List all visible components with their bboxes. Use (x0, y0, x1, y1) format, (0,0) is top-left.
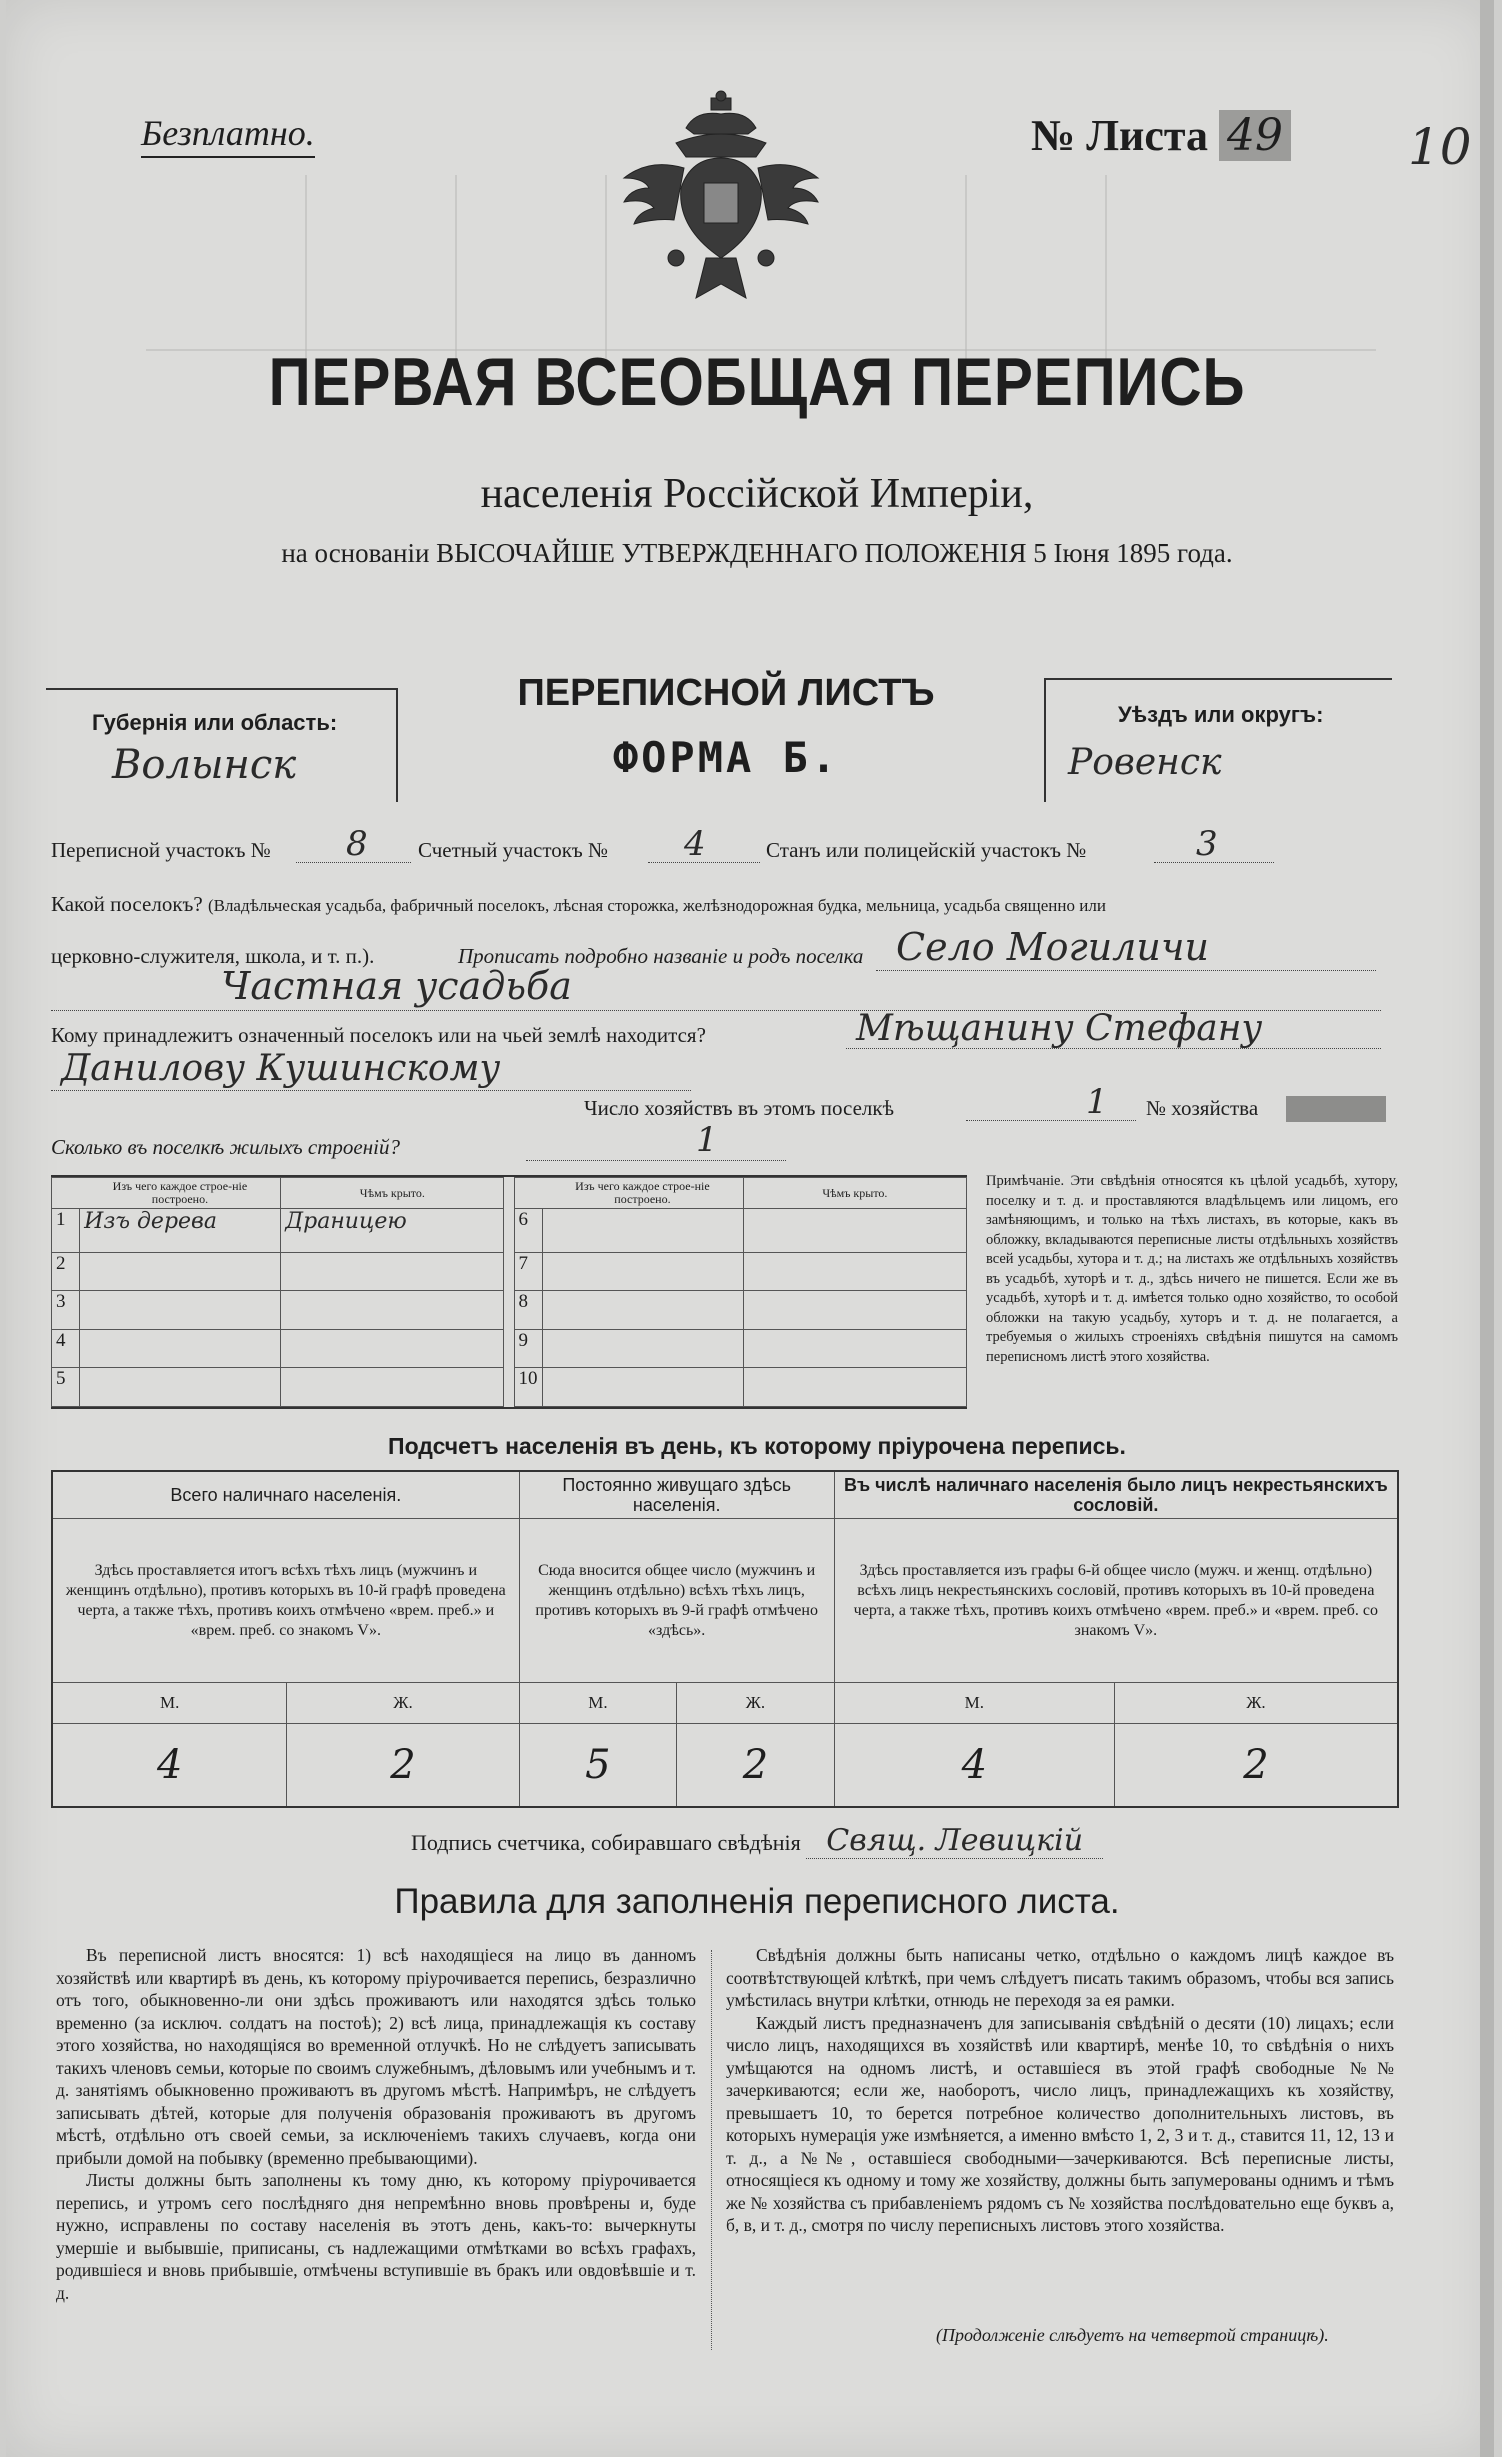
row-number: 5 (52, 1368, 80, 1407)
building-roof[interactable] (743, 1291, 966, 1330)
households-line (966, 1120, 1136, 1121)
male-label: М. (519, 1682, 677, 1723)
building-material[interactable] (542, 1209, 743, 1253)
total-male-value[interactable]: 4 (52, 1723, 287, 1807)
province-value[interactable]: Волынск (112, 742, 297, 788)
settlement-hint: (Владѣльческая усадьба, фабричный поселокъ, лѣсная сторожка, желѣзнодорожная будка, мельница, усадьба священно или (207, 896, 1106, 915)
rules-title: Правила для заполненія переписного листа. (394, 1882, 1120, 1921)
building-roof[interactable] (281, 1329, 504, 1368)
row-number: 2 (52, 1252, 80, 1291)
building-roof[interactable]: Драницею (281, 1209, 504, 1253)
owner-value[interactable]: Мѣщанину Стефану (856, 1008, 1263, 1049)
buildings-line (526, 1160, 786, 1161)
buildings-table (51, 1175, 967, 1409)
page-subtitle: населенія Россійской Имперіи, (480, 471, 1034, 517)
owner-line-2 (51, 1090, 691, 1091)
signature-label: Подпись счетчика, собиравшаго свѣдѣнія (410, 1830, 801, 1855)
col-desc-nonpeasant: Здѣсь проставляется изъ графы 6-й общее число (мужч. и женщ. отдѣльно) всѣхъ лицъ некрестьянскихъ сословій, противъ которыхъ въ 10-й проведена черта, а также тѣхъ, противъ коихъ отмѣчено «врем. преб.» и «врем. преб. со знакомъ V». (834, 1519, 1398, 1682)
census-sheet (6, 0, 1494, 2457)
household-no-label: № хозяйства (1146, 1096, 1259, 1120)
permanent-female-value[interactable]: 2 (677, 1723, 835, 1807)
page-title: ПЕРВАЯ ВСЕОБЩАЯ ПЕРЕПИСЬ (268, 344, 1246, 420)
households-value[interactable]: 1 (1086, 1082, 1108, 1122)
continued-note: (Продолженіе слѣдуетъ на четвертой страницѣ). (936, 2325, 1329, 2345)
rules-paragraph: Листы должны быть заполнены къ тому дню, къ которому пріурочивается перепись, и утромъ сего послѣдняго дня непремѣнно вновь провѣрены и, буде нужно, исправлены по составу населенія въ этотъ день, какъ-то: вычеркнуты умершіе и выбывшіе, приписаны, съ надлежащими отмѣтками во всѣхъ графахъ, родившіеся и вновь прибывшіе, отмѣчены вступившіе въ бракъ или овдовѣвшіе и т. д. (56, 2170, 696, 2303)
free-label: Безплатно. (141, 112, 315, 158)
row-number: 8 (514, 1291, 542, 1330)
form-title: ПЕРЕПИСНОЙ ЛИСТЪ (517, 672, 935, 714)
building-material[interactable] (80, 1252, 281, 1291)
settlement-value[interactable]: Село Могиличи (896, 925, 1209, 969)
building-roof[interactable] (743, 1209, 966, 1253)
census-area-label: Переписной участокъ № (51, 838, 271, 862)
building-material[interactable] (542, 1252, 743, 1291)
settlement-value-2[interactable]: Частная усадьба (221, 964, 572, 1008)
female-label: Ж. (287, 1682, 519, 1723)
rules-left-column (56, 1944, 696, 2304)
settlement-hint-2: церковно-служителя, школа, и т. п.). (51, 944, 375, 968)
male-label: М. (52, 1682, 287, 1723)
col-desc-permanent: Сюда вносится общее число (мужчинъ и женщинъ отдѣльно) всѣхъ тѣхъ лицъ, противъ которыхъ въ 9-й графѣ отмѣчено «здѣсь». (519, 1519, 834, 1682)
rules-paragraph: Каждый листъ предназначенъ для записыванія свѣдѣній о десяти (10) лицахъ; если число лицъ, находящихся въ хозяйствѣ или квартирѣ, менѣе 10, то свѣдѣнія о нихъ умѣщаются на одномъ листѣ, и оставшіеся въ этой графѣ свободные №№ зачеркиваются; если же, наоборотъ, число лицъ, принадлежащихъ къ хозяйству, превышаетъ 10, то берется потребное количество дополнительныхъ листовъ, въ которыхъ нумерація уже измѣняется, а именно вмѣсто 1, 2, 3 и т. д., ставится 11, 12, 13 и т. д., а №№, оставшіеся свободными—зачеркиваются. Всѣ переписные листы, относящіеся къ одному и тому же хозяйству, должны быть запумерованы однимъ и тѣмъ же № хозяйства съ прибавленіемъ рядомъ съ № хозяйства послѣдовательно еще буквъ а, б, в, и т. д., смотря по числу переписныхъ листовъ этого хозяйства. (726, 2012, 1394, 2235)
table-row (52, 1291, 967, 1330)
buildings-note: Примѣчаніе. Эти свѣдѣнія относятся къ цѣлой усадьбѣ, хутору, поселку и т. д. и проставляются владѣльцемъ или лицомъ, его замѣняющимъ, и только на тѣхъ листахъ, въ которые, какъ въ обложку, вкладываются переписные листы отдѣльныхъ хозяйствъ всей усадьбы, хутора и т. д.; на листахъ же отдѣльныхъ хозяйствъ въ усадьбѣ, хуторѣ и т. д., здѣсь ничего не пишется. Если же въ усадьбѣ, хуторѣ и т. д. имѣется только одно хозяйство, то особой обложки на такую усадьбу, хуторъ и т. д. не полагается, а требуемыя о жилыхъ строеніяхъ свѣдѣнія пишутся на самомъ переписномъ листѣ этого хозяйства. (986, 1173, 1398, 1365)
row-number: 9 (514, 1329, 542, 1368)
building-material[interactable] (80, 1291, 281, 1330)
col-what-left: Изъ чего каждое строе-ніе построено. (80, 1178, 281, 1209)
population-table (51, 1470, 1399, 1808)
building-material[interactable] (542, 1329, 743, 1368)
rules-paragraph: Въ переписной листъ вносятся: 1) всѣ находящіеся на лицо въ данномъ хозяйствѣ или квартирѣ въ день, къ которому пріурочивается перепись, безразлично отъ того, обыкновенно-ли они здѣсь проживаютъ или находятся здѣсь только временно (за исключ. солдатъ на постоѣ); 2) всѣ лица, принадлежащія къ составу этого хозяйства, но находящіяся во временной отлучкѣ. Но не слѣдуетъ записывать такихъ членовъ семьи, которые по своимъ служебнымъ, дѣловымъ или учебнымъ и т. д. занятіямъ обыкновенно проживаютъ въ другомъ мѣстѣ. Напримѣръ, не слѣдуетъ записывать дѣтей, которые для полученія образованія проживаютъ въ другомъ мѣстѣ, отдѣльно отъ своей семьи, за исключеніемъ такихъ случаевъ, когда они прибыли домой на побывку (временно пребывающими). (56, 1945, 696, 2168)
male-label: М. (834, 1682, 1114, 1723)
table-row (52, 1368, 967, 1407)
sheet-number (1031, 110, 1291, 161)
building-roof[interactable] (743, 1252, 966, 1291)
nonpeasant-male-value[interactable]: 4 (834, 1723, 1114, 1807)
settlement-question-label: Какой поселокъ? (51, 892, 203, 916)
nonpeasant-female-value[interactable]: 2 (1114, 1723, 1398, 1807)
settlement-instruction: Прописать подробно названіе и родъ поселка (458, 944, 864, 968)
row-number: 1 (52, 1209, 80, 1253)
col-desc-total: Здѣсь проставляется итогъ всѣхъ тѣхъ лицъ (мужчинъ и женщинъ отдѣльно), противъ которыхъ въ 10-й графѣ проведена черта, а также тѣхъ, противъ коихъ отмѣчено «врем. преб.» и «врем. преб. со знакомъ V». (52, 1519, 519, 1682)
police-area-label: Станъ или полицейскій участокъ № (766, 838, 1087, 862)
row-number: 4 (52, 1329, 80, 1368)
col-roof-left: Чѣмъ крыто. (281, 1178, 504, 1209)
bleed-through-lines (146, 175, 1376, 365)
building-material[interactable]: Изъ дерева (80, 1209, 281, 1253)
police-area-value[interactable]: 3 (1196, 824, 1218, 864)
building-roof[interactable] (743, 1329, 966, 1368)
households-label: Число хозяйствъ въ этомъ поселкѣ (584, 1096, 894, 1120)
building-roof[interactable] (281, 1291, 504, 1330)
building-material[interactable] (80, 1329, 281, 1368)
column-divider (711, 1950, 713, 2350)
household-no-smudge (1286, 1096, 1386, 1122)
rules-right-column (726, 1944, 1394, 2237)
col-head-permanent: Постоянно живущаго здѣсь населенія. (519, 1471, 834, 1519)
col-roof-right: Чѣмъ крыто. (743, 1178, 966, 1209)
female-label: Ж. (677, 1682, 835, 1723)
buildings-label: Сколько въ поселкѣ жилыхъ строеній? (51, 1135, 400, 1159)
table-row (52, 1252, 967, 1291)
row-number: 10 (514, 1368, 542, 1407)
count-area-value[interactable]: 4 (684, 824, 706, 864)
signature-value[interactable]: Свящ. Левицкій (806, 1823, 1103, 1859)
female-label: Ж. (1114, 1682, 1398, 1723)
row-number: 6 (514, 1209, 542, 1253)
sheet-number-label: № Листа (1031, 111, 1209, 160)
province-label: Губернія или область: (92, 710, 338, 735)
table-row (52, 1329, 967, 1368)
building-roof[interactable] (281, 1368, 504, 1407)
legal-basis: на основаніи ВЫСОЧАЙШЕ УТВЕРЖДЕННАГО ПОЛОЖЕНІЯ 5 Іюня 1895 года. (281, 538, 1233, 568)
table-row (52, 1209, 967, 1253)
owner-value-2[interactable]: Данилову Кушинскому (61, 1048, 501, 1089)
count-area-label: Счетный участокъ № (418, 838, 609, 862)
building-material[interactable] (80, 1368, 281, 1407)
row-number: 7 (514, 1252, 542, 1291)
row-number: 3 (52, 1291, 80, 1330)
bleed-through-texture (146, 175, 1376, 365)
enumerator-signature (6, 1823, 1502, 1858)
population-title: Подсчетъ населенія въ день, къ которому пріурочена перепись. (388, 1433, 1126, 1459)
binding-edge (1480, 0, 1494, 2457)
province-box (46, 688, 398, 802)
census-area-value[interactable]: 8 (346, 824, 368, 864)
district-box (1044, 678, 1392, 802)
page-number-handwritten: 10 (1408, 118, 1472, 176)
settlement-line-1 (876, 970, 1376, 971)
settlement-question (51, 892, 1106, 917)
building-material[interactable] (542, 1291, 743, 1330)
building-roof[interactable] (743, 1368, 966, 1407)
form-subtitle: ФОРМА Б. (612, 733, 840, 782)
permanent-male-value[interactable]: 5 (519, 1723, 677, 1807)
building-material[interactable] (542, 1368, 743, 1407)
col-head-nonpeasant: Въ числѣ наличнаго населенія было лицъ некрестьянскихъ сословій. (834, 1471, 1398, 1519)
col-what-right: Изъ чего каждое строе-ніе построено. (542, 1178, 743, 1209)
building-roof[interactable] (281, 1252, 504, 1291)
owner-question: Кому принадлежитъ означенный поселокъ или на чьей землѣ находится? (51, 1023, 706, 1047)
district-value[interactable]: Ровенск (1068, 742, 1222, 783)
rules-paragraph: Свѣдѣнія должны быть написаны четко, отдѣльно о каждомъ лицѣ каждое въ соотвѣтствующей клѣткѣ, при чемъ слѣдуетъ писать такимъ образомъ, чтобы вся запись умѣстилась внутри клѣтки, отнюдь не переходя за ея рамки. (726, 1945, 1394, 2010)
total-female-value[interactable]: 2 (287, 1723, 519, 1807)
col-head-total: Всего наличнаго населенія. (52, 1471, 519, 1519)
sheet-number-value: 49 (1219, 110, 1291, 161)
buildings-value[interactable]: 1 (696, 1120, 718, 1160)
district-label: Уѣздъ или округъ: (1118, 702, 1324, 727)
